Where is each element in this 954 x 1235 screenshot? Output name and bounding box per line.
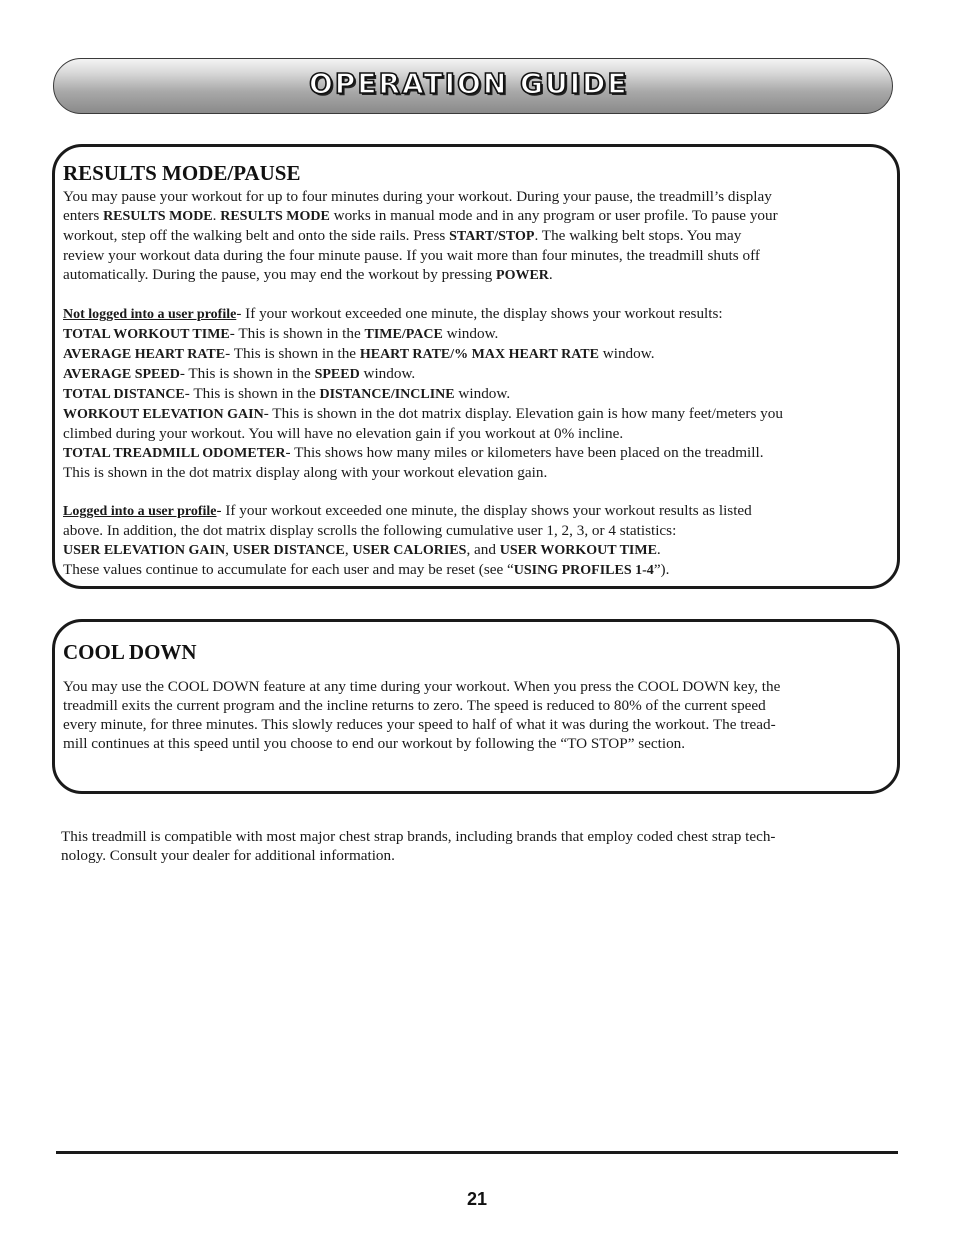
- cool-down-heading: COOL DOWN: [63, 640, 197, 664]
- text-line: mill continues at this speed until you choose to end our workout by following the “TO STOP” section.: [63, 735, 686, 752]
- text-line: climbed during your workout. You will have no elevation gain if you workout at 0% incline.: [63, 425, 624, 442]
- text-line: This treadmill is compatible with most major chest strap brands, including brands that employ coded chest strap tech-: [61, 828, 776, 845]
- result-item: TOTAL TREADMILL ODOMETER- This shows how many miles or kilometers have been placed on the treadmill.: [63, 444, 764, 461]
- results-mode-section: [52, 144, 900, 589]
- text-line: automatically. During the pause, you may end the workout by pressing POWER.: [63, 266, 553, 283]
- text-line: treadmill exits the current program and the incline returns to zero. The speed is reduced to 80% of the current speed: [63, 697, 766, 714]
- logged-intro: Logged into a user profile- If your workout exceeded one minute, the display shows your workout results as listed: [63, 502, 752, 519]
- page-title: OPERATION GUIDE: [309, 67, 629, 100]
- cool-down-section: [52, 619, 900, 794]
- text-line: You may pause your workout for up to four minutes during your workout. During your pause, the treadmill’s display: [63, 188, 772, 205]
- chest-strap-note: [61, 827, 901, 865]
- footer-divider: [56, 1151, 898, 1154]
- not-logged-intro: Not logged into a user profile- If your workout exceeded one minute, the display shows your workout results:: [63, 305, 723, 322]
- logged-label: Logged into a user profile: [63, 504, 217, 519]
- text-line: You may use the COOL DOWN feature at any time during your workout. When you press the COOL DOWN key, the: [63, 678, 781, 695]
- text-line: review your workout data during the four minute pause. If you wait more than four minutes, the treadmill shuts off: [63, 247, 760, 264]
- result-item: TOTAL WORKOUT TIME- This is shown in the TIME/PACE window.: [63, 325, 499, 342]
- results-mode-body: [63, 187, 899, 580]
- text-line: enters RESULTS MODE. RESULTS MODE works in manual mode and in any program or user profile. To pause your: [63, 207, 778, 224]
- text-line: nology. Consult your dealer for additional information.: [61, 847, 395, 864]
- cool-down-body: [63, 677, 899, 753]
- text-line: workout, step off the walking belt and onto the side rails. Press START/STOP. The walking belt stops. You may: [63, 227, 742, 244]
- text-line: This is shown in the dot matrix display along with your workout elevation gain.: [63, 464, 548, 481]
- result-item: WORKOUT ELEVATION GAIN- This is shown in the dot matrix display. Elevation gain is how many feet/meters you: [63, 405, 783, 422]
- user-stats-line: USER ELEVATION GAIN, USER DISTANCE, USER CALORIES, and USER WORKOUT TIME.: [63, 541, 661, 558]
- not-logged-label: Not logged into a user profile: [63, 307, 237, 322]
- result-item: AVERAGE SPEED- This is shown in the SPEED window.: [63, 365, 416, 382]
- text-line: every minute, for three minutes. This slowly reduces your speed to half of what it was during the workout. The tread-: [63, 716, 776, 733]
- text-line: These values continue to accumulate for each user and may be reset (see “USING PROFILES 1-4”).: [63, 561, 670, 578]
- results-mode-heading: RESULTS MODE/PAUSE: [63, 161, 301, 185]
- page-number: 21: [466, 1189, 488, 1209]
- result-item: AVERAGE HEART RATE- This is shown in the HEART RATE/% MAX HEART RATE window.: [63, 345, 655, 362]
- text-line: above. In addition, the dot matrix display scrolls the following cumulative user 1, 2, 3, or 4 statistics:: [63, 522, 677, 539]
- result-item: TOTAL DISTANCE- This is shown in the DISTANCE/INCLINE window.: [63, 385, 511, 402]
- header-banner: [53, 58, 893, 114]
